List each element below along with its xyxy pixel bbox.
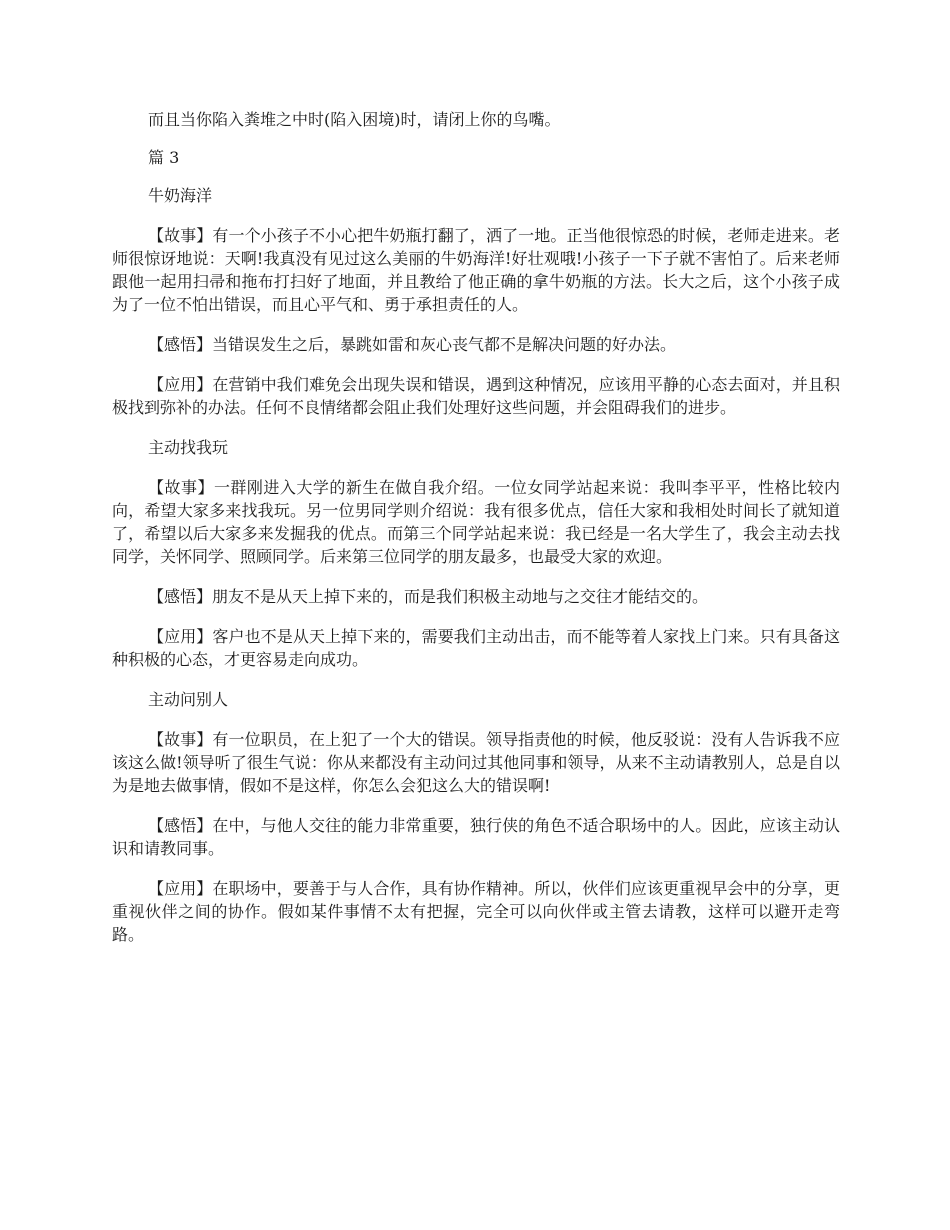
story-title-milk-ocean: 牛奶海洋	[148, 186, 213, 205]
paragraph-story-2: 【故事】一群刚进入大学的新生在做自我介绍。一位女同学站起来说：我叫李平平，性格比较内向，希望大家多来找我玩。另一位男同学则介绍说：我有很多优点，信任大家和我相处时间长了就知道了，希望以后大家多来发掘我的优点。而第三个同学站起来说：我已经是一名大学生了，我会主动去找同学，关怀同学、照顾同学。后来第三位同学的朋友最多，也最受大家的欢迎。	[112, 478, 840, 566]
paragraph-story-3: 【故事】有一位职员，在上犯了一个大的错误。领导指责他的时候，他反驳说：没有人告诉我不应该这么做!领导听了很生气说：你从来都没有主动问过其他同事和领导，从来不主动请教别人，总是自以为是地去做事情，假如不是这样，你怎么会犯这么大的错误啊!	[112, 730, 840, 795]
paragraph-insight-1: 【感悟】当错误发生之后，暴跳如雷和灰心丧气都不是解决问题的好办法。	[148, 335, 677, 354]
paragraph-application-1: 【应用】在营销中我们难免会出现失误和错误，遇到这种情况，应该用平静的心态去面对，并且积极找到弥补的办法。任何不良情绪都会阻止我们处理好这些问题，并会阻碍我们的进步。	[112, 375, 840, 417]
paragraph-application-3: 【应用】在职场中，要善于与人合作，具有协作精神。所以，伙伴们应该更重视早会中的分享，更重视伙伴之间的协作。假如某件事情不太有把握，完全可以向伙伴或主管去请教，这样可以避开走弯路。	[112, 879, 840, 944]
document-body	[112, 108, 840, 946]
paragraph-insight-3: 【感悟】在中，与他人交往的能力非常重要，独行侠的角色不适合职场中的人。因此，应该主动认识和请教同事。	[112, 816, 840, 858]
section-heading-pian3: 篇 3	[148, 148, 180, 167]
paragraph-insight-2: 【感悟】朋友不是从天上掉下来的，而是我们积极主动地与之交往才能结交的。	[148, 587, 709, 606]
paragraph-closing-line: 而且当你陷入粪堆之中时(陷入困境)时，请闭上你的鸟嘴。	[148, 110, 561, 129]
story-title-play-with-me: 主动找我玩	[148, 438, 229, 457]
paragraph-story-1: 【故事】有一个小孩子不小心把牛奶瓶打翻了，洒了一地。正当他很惊恐的时候，老师走进来。老师很惊讶地说：天啊!我真没有见过这么美丽的牛奶海洋!好壮观哦!小孩子一下子就不害怕了。后来老师跟他一起用扫帚和拖布打扫好了地面，并且教给了他正确的拿牛奶瓶的方法。长大之后，这个小孩子成为了一位不怕出错误，而且心平气和、勇于承担责任的人。	[112, 226, 840, 314]
paragraph-application-2: 【应用】客户也不是从天上掉下来的，需要我们主动出击，而不能等着人家找上门来。只有具备这种积极的心态，才更容易走向成功。	[112, 627, 840, 669]
story-title-ask-others: 主动问别人	[148, 690, 229, 709]
